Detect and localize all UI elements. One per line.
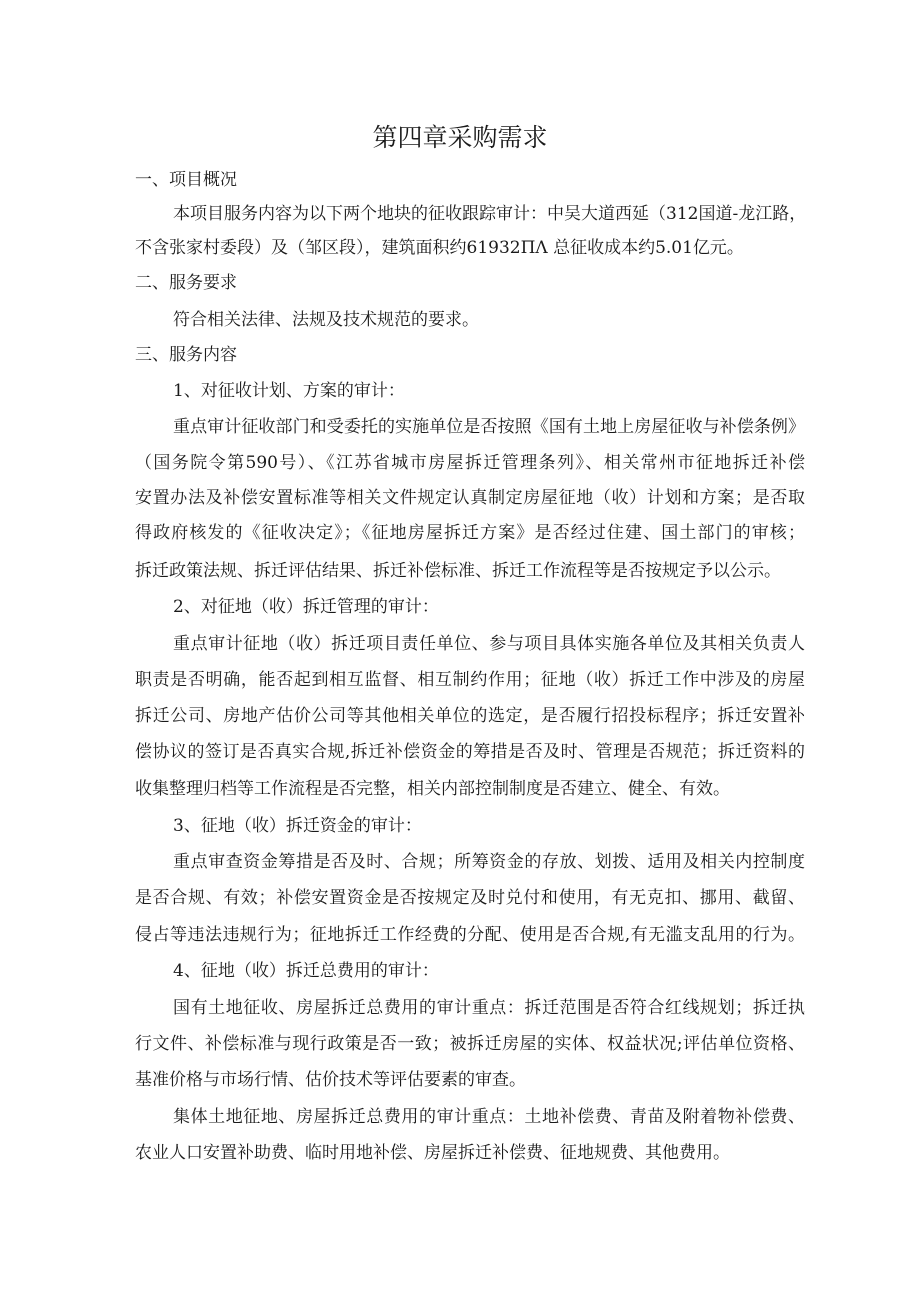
paragraph-line: 是否合规、有效；补偿安置资金是否按规定及时兑付和使用，有无克扣、挪用、截留、 (135, 888, 805, 908)
chapter-title: 第四章采购需求 (372, 123, 548, 152)
paragraph-line: 农业人口安置补助费、临时用地补偿、房屋拆迁补偿费、征地规费、其他费用。 (135, 1143, 730, 1163)
paragraph-line: 重点审计征收部门和受委托的实施单位是否按照《国有土地上房屋征收与补偿条例》 (173, 417, 805, 437)
section-heading: 二、服务要求 (135, 273, 237, 293)
paragraph-line: 重点审计征地（收）拆迁项目责任单位、参与项目具体实施各单位及其相关负责人 (173, 634, 805, 654)
paragraph-line: 1、对征收计划、方案的审计： (173, 381, 405, 401)
paragraph-line: 集体土地征地、房屋拆迁总费用的审计重点：土地补偿费、青苗及附着物补偿费、 (173, 1107, 805, 1127)
paragraph-line: 拆迁公司、房地产估价公司等其他相关单位的选定，是否履行招投标程序；拆迁安置补 (135, 706, 805, 726)
paragraph-line: 职责是否明确，能否起到相互监督、相互制约作用；征地（收）拆迁工作中涉及的房屋 (135, 670, 805, 690)
paragraph-line: 3、征地（收）拆迁资金的审计： (173, 816, 422, 836)
paragraph-line: 基准价格与市场行情、估价技术等评估要素的审查。 (135, 1070, 526, 1090)
section-heading: 一、项目概况 (135, 170, 237, 190)
paragraph-line: 4、征地（收）拆迁总费用的审计： (173, 961, 439, 981)
paragraph-line: 收集整理归档等工作流程是否完整，相关内部控制制度是否建立、健全、有效。 (135, 779, 730, 799)
paragraph-line: 国有土地征收、房屋拆迁总费用的审计重点：拆迁范围是否符合红线规划；拆迁执 (173, 998, 805, 1018)
paragraph-line: 2、对征地（收）拆迁管理的审计： (173, 597, 439, 617)
paragraph-line: 符合相关法律、法规及技术规范的要求。 (173, 310, 479, 330)
paragraph-line: 行文件、补偿标准与现行政策是否一致；被拆迁房屋的实体、权益状况;评估单位资格、 (135, 1034, 805, 1054)
paragraph-line: 本项目服务内容为以下两个地块的征收跟踪审计：中吴大道西延（312国道-龙江路， (173, 204, 807, 224)
paragraph-line: 重点审查资金筹措是否及时、合规；所筹资金的存放、划拨、适用及相关内控制度 (173, 852, 805, 872)
paragraph-line: 安置办法及补偿安置标准等相关文件规定认真制定房屋征地（收）计划和方案；是否取 (135, 488, 805, 508)
paragraph-line: 不含张家村委段）及（邹区段），建筑面积约61932ΠΛ 总征收成本约5.01亿元。 (135, 238, 744, 258)
paragraph-line: 侵占等违法违规行为；征地拆迁工作经费的分配、使用是否合规,有无滥支乱用的行为。 (135, 925, 805, 945)
section-heading: 三、服务内容 (135, 345, 237, 365)
paragraph-line: 偿协议的签订是否真实合规,拆迁补偿资金的筹措是否及时、管理是否规范；拆迁资料的 (135, 742, 805, 762)
paragraph-line: （国务院令第590号）、《江苏省城市房屋拆迁管理条列》、相关常州市征地拆迁补偿 (135, 453, 805, 473)
paragraph-line: 拆迁政策法规、拆迁评估结果、拆迁补偿标准、拆迁工作流程等是否按规定予以公示。 (135, 561, 781, 581)
paragraph-line: 得政府核发的《征收决定》；《征地房屋拆迁方案》是否经过住建、国土部门的审核； (135, 523, 805, 543)
